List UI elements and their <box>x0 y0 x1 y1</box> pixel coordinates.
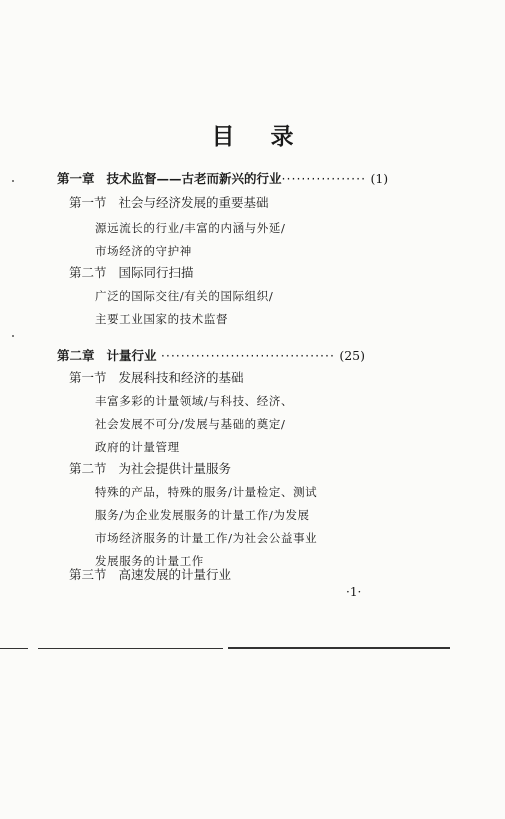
section-number: 第一节 <box>69 195 107 210</box>
toc-subtopics: 主要工业国家的技术监督 <box>95 312 229 326</box>
scan-rule-line <box>38 648 223 649</box>
section-number: 第二节 <box>69 265 107 280</box>
leader-dots: ················· <box>281 171 367 186</box>
page-ref: (25) <box>339 348 365 363</box>
toc-subtopics: 服务/为企业发展服务的计量工作/为发展 <box>95 508 310 522</box>
chapter-number: 第一章 <box>57 171 95 186</box>
section-title: 为社会提供计量服务 <box>118 461 232 476</box>
scan-rule-line <box>0 648 28 649</box>
page-ref: (1) <box>370 171 389 186</box>
leader-dots: ··································· <box>160 348 335 363</box>
toc-subtopics: 市场经济的守护神 <box>95 244 192 258</box>
chapter-title: 技术监督——古老而新兴的行业 <box>106 171 282 186</box>
toc-section <box>69 195 269 211</box>
toc-subtopics: 发展服务的计量工作 <box>95 554 204 568</box>
toc-subtopics: 广泛的国际交往/有关的国际组织/ <box>95 289 274 303</box>
scan-speck <box>12 335 14 337</box>
toc-subtopics: 特殊的产品，特殊的服务/计量检定、测试 <box>95 485 318 499</box>
section-title: 高速发展的计量行业 <box>118 567 232 582</box>
toc-subtopics: 社会发展不可分/发展与基础的奠定/ <box>95 417 286 431</box>
page-title: 目 录 <box>211 124 308 150</box>
toc-subtopics: 市场经济服务的计量工作/为社会公益事业 <box>95 531 318 545</box>
section-title: 社会与经济发展的重要基础 <box>118 195 269 210</box>
scan-rule-line <box>228 647 450 649</box>
chapter-number: 第二章 <box>57 348 95 363</box>
toc-subtopics: 政府的计量管理 <box>95 440 180 454</box>
toc-subtopics: 丰富多彩的计量领域/与科技、经济、 <box>95 394 294 408</box>
section-number: 第一节 <box>69 370 107 385</box>
toc-chapter-2 <box>57 348 365 364</box>
toc-section <box>69 370 244 386</box>
toc-chapter-1 <box>57 171 388 187</box>
section-title: 国际同行扫描 <box>118 265 194 280</box>
section-title: 发展科技和经济的基础 <box>118 370 244 385</box>
page-number: ·1· <box>346 585 362 599</box>
toc-section <box>69 461 231 477</box>
toc-subtopics: 源远流长的行业/丰富的内涵与外延/ <box>95 221 286 235</box>
section-number: 第二节 <box>69 461 107 476</box>
chapter-title: 计量行业 <box>106 348 157 363</box>
toc-section <box>69 265 194 281</box>
scan-speck <box>12 180 14 182</box>
section-number: 第三节 <box>69 567 107 582</box>
toc-section <box>69 567 231 583</box>
